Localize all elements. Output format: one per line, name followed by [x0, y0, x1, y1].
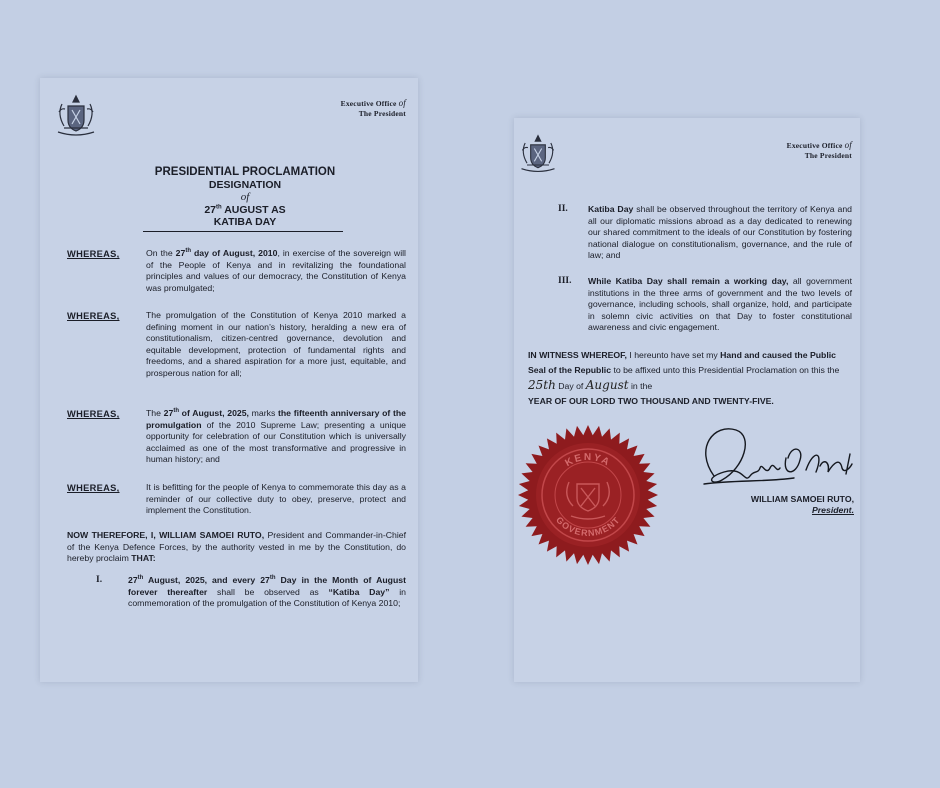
item-numeral-2: II.	[558, 204, 568, 214]
executive-office-header: Executive Office of The President	[786, 140, 852, 160]
item-numeral-1: I.	[96, 575, 103, 585]
proclamation-item-1: 27th August, 2025, and every 27th Day in the Month of August forever thereafter shall be observed as “Katiba Day” in commemoration of the promulgation of the Constitution of Kenya 2010;	[128, 575, 406, 609]
proclamation-page-2	[514, 118, 860, 682]
seal-bottom-text: GOVERNMENT	[554, 514, 622, 539]
coat-of-arms-icon	[52, 92, 100, 140]
witness-clause: IN WITNESS WHEREOF, I hereunto have set my Hand and caused the Public Seal of the Republic to be affixed unto this Presidential Proclamation on this the 25th Day of August in the YEAR OF OUR LORD TWO THOUSAND AND TWENTY-FIVE.	[528, 350, 840, 406]
whereas-clause-4: It is befitting for the people of Kenya to commemorate this day as a reminder of our collective duty to obey, preserve, protect and implement the Constitution.	[146, 482, 406, 516]
proclamation-item-2: Katiba Day shall be observed throughout the territory of Kenya and all our diplomatic missions abroad as a day dedicated to renewing our shared commitment to the ideals of our Constitution by fostering national dialogue on constitutionalism, governance, and the rule of law; and	[588, 204, 852, 261]
coat-of-arms-icon	[516, 132, 560, 176]
proclamation-page-1	[40, 78, 418, 682]
now-therefore-clause: NOW THEREFORE, I, WILLIAM SAMOEI RUTO, President and Commander-in-Chief of the Kenya Defence Forces, by the authority vested in me by the Constitution, do hereby proclaim THAT:	[67, 530, 406, 564]
handwritten-day: 25th	[528, 378, 556, 392]
whereas-label-1: WHEREAS,	[67, 249, 120, 259]
signatory-role: President.	[811, 505, 854, 515]
signatory-block	[728, 494, 854, 516]
whereas-clause-1: On the 27th day of August, 2010, in exercise of the sovereign will of the People of Kenya and in revitalizing the foundational principles and values of our democracy, the Constitution of Kenya was promulgated;	[146, 248, 406, 293]
whereas-label-2: WHEREAS,	[67, 311, 120, 321]
signatory-name: WILLIAM SAMOEI RUTO,	[750, 494, 854, 504]
executive-office-header: Executive Office of The President	[340, 98, 406, 118]
whereas-label-3: WHEREAS,	[67, 409, 120, 419]
proclamation-item-3: While Katiba Day shall remain a working day, all government institutions in the three arms of government and the two levels of governance, including schools, shall organize, hold, and participate in solemn civic activities on that Day to foster constitutional awareness and civic engagement.	[588, 276, 852, 333]
public-seal-icon	[517, 424, 659, 566]
whereas-clause-2: The promulgation of the Constitution of Kenya 2010 marked a defining moment in our nation’s history, heralding a new era of constitutionalism, citizen-centred governance, devolution and equitable development, protection of fundamental rights and freedoms, and a shared aspiration for a more just, equitable, and prosperous nation for all;	[146, 310, 406, 378]
title-underline	[143, 231, 343, 232]
whereas-clause-3: The 27th of August, 2025, marks the fifteenth anniversary of the promulgation of the 2010 Supreme Law; presenting a unique opportunity for celebration of our Constitution which is universally acclaimed as one of the most transformative and progressive in human history; and	[146, 408, 406, 465]
whereas-label-4: WHEREAS,	[67, 483, 120, 493]
seal-top-text: KENYA	[563, 451, 613, 470]
item-numeral-3: III.	[558, 276, 572, 286]
handwritten-month: August	[585, 378, 629, 392]
proclamation-title: PRESIDENTIAL PROCLAMATION DESIGNATION of 27th AUGUST AS KATIBA DAY	[154, 166, 336, 228]
